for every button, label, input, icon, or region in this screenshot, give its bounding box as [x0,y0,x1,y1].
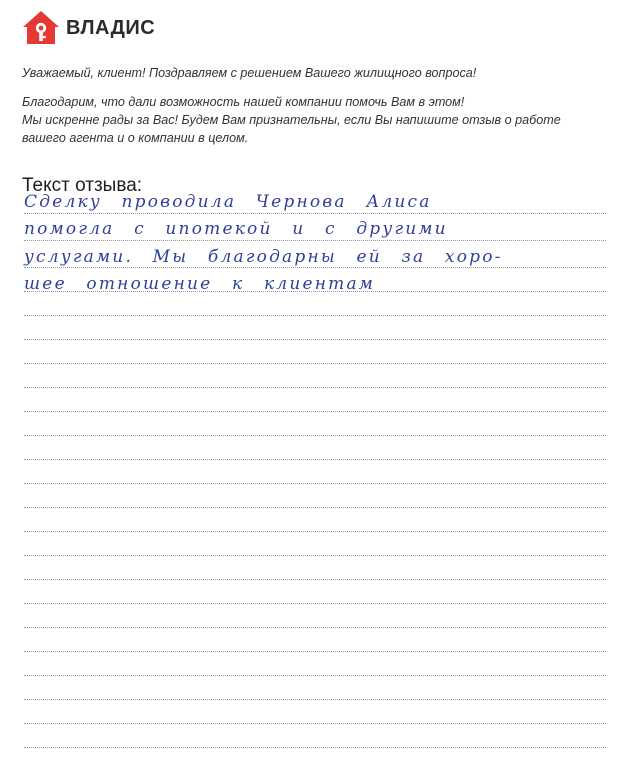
handwritten-line: услугами. Мы благодарны ей за хоро- [24,247,503,267]
ruled-line [24,291,606,292]
intro-request: Мы искренне рады за Вас! Будем Вам признательны, если Вы напишите отзыв о работе [22,113,561,127]
handwritten-line: помогла с ипотекой и с другими [24,219,448,239]
brand-name: ВЛАДИС [66,16,156,39]
ruled-line [24,240,606,241]
ruled-line [24,579,606,580]
ruled-line [24,531,606,532]
ruled-line [24,699,606,700]
review-heading: Текст отзыва: [22,175,143,196]
ruled-line [24,387,606,388]
ruled-line [24,483,606,484]
ruled-line [24,315,606,316]
house-key-icon [22,10,60,46]
handwritten-line: шее отношение к клиентам [24,274,376,294]
intro-request-cont: вашего агента и о компании в целом. [22,131,249,145]
ruled-line [24,267,606,268]
ruled-line [24,627,606,628]
ruled-line [24,339,606,340]
handwritten-line: Сделку проводила Чернова Алиса [24,192,432,212]
ruled-line [24,363,606,364]
ruled-line [24,555,606,556]
ruled-line [24,507,606,508]
ruled-line [24,411,606,412]
intro-text [22,64,612,147]
ruled-line [24,459,606,460]
ruled-line [24,723,606,724]
ruled-line [24,213,606,214]
intro-thanks: Благодарим, что дали возможность нашей компании помочь Вам в этом! [22,95,465,109]
ruled-line [24,603,606,604]
ruled-line [24,435,606,436]
ruled-line [24,675,606,676]
intro-greeting: Уважаемый, клиент! Поздравляем с решением Вашего жилищного вопроса! [22,66,477,80]
brand-logo [22,10,155,46]
ruled-line [24,651,606,652]
ruled-line [24,747,606,748]
